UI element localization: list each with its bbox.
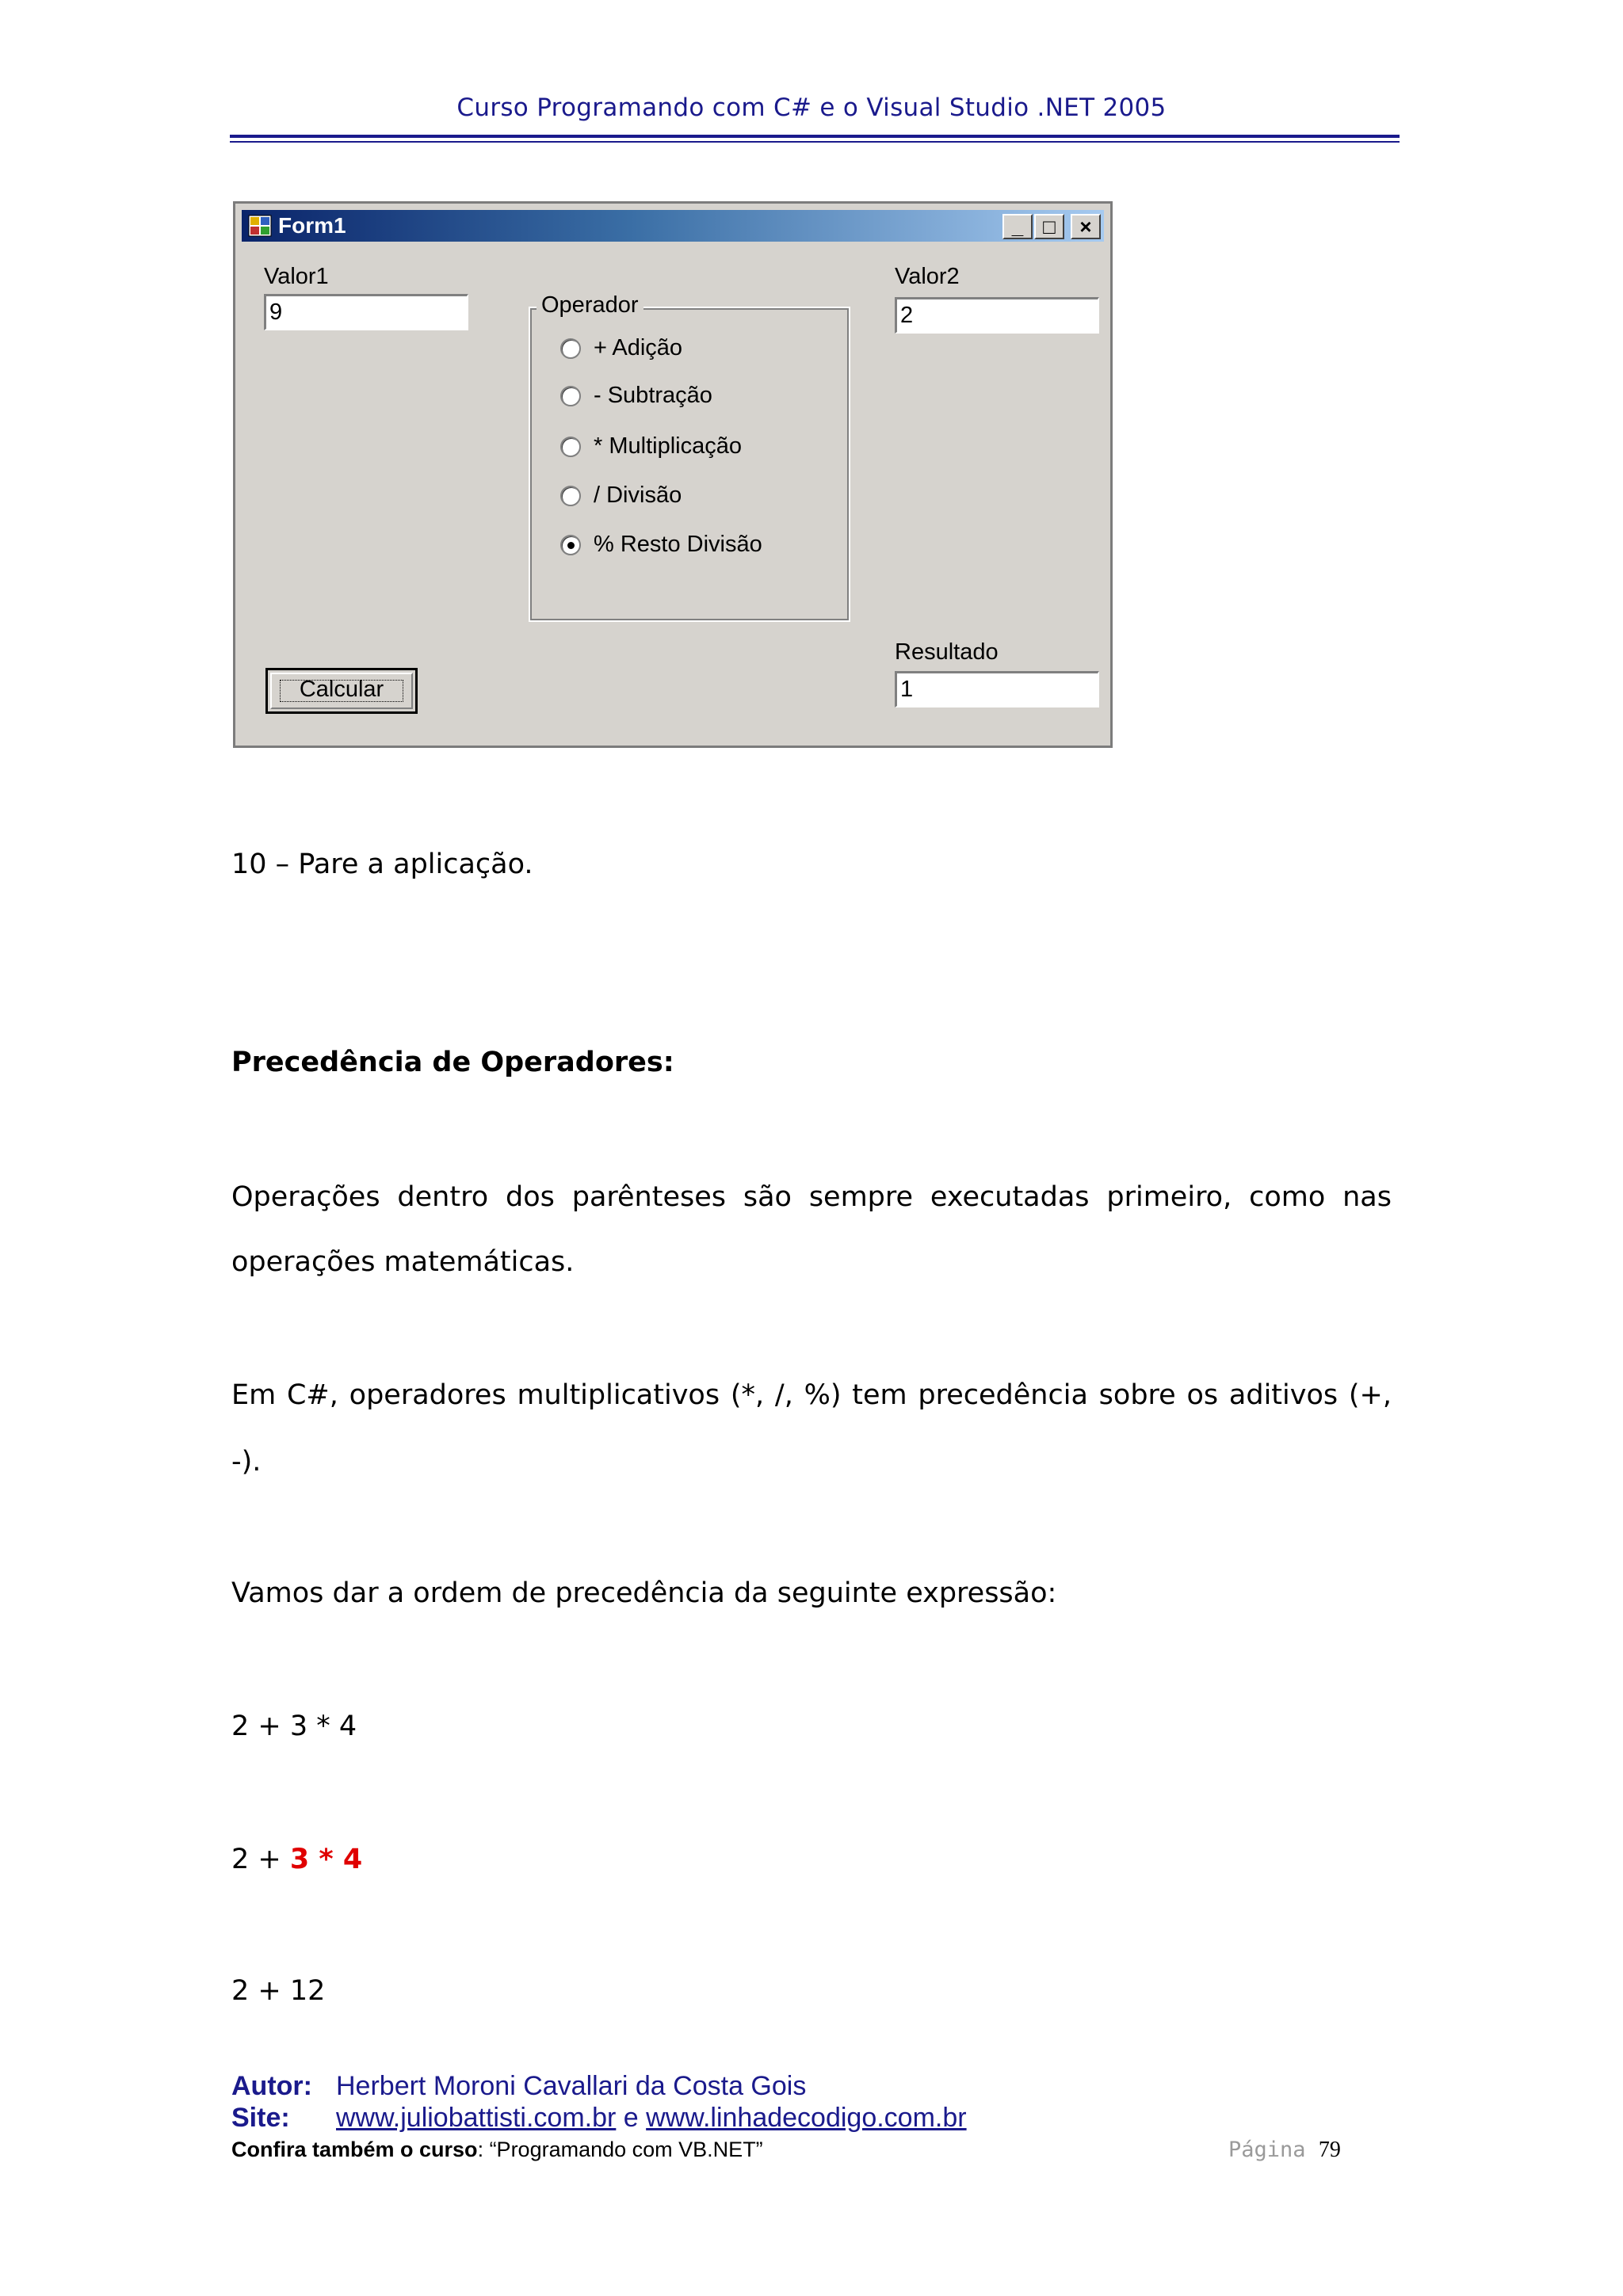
site-link-linhadecodigo[interactable]: www.linhadecodigo.com.br bbox=[646, 2103, 967, 2133]
site-separator: e bbox=[616, 2103, 647, 2133]
expression-3: 2 + 12 bbox=[231, 1975, 326, 2007]
footer-autor-label: Autor: bbox=[231, 2071, 312, 2101]
footer-site-label: Site: bbox=[231, 2103, 290, 2133]
valor2-label: Valor2 bbox=[895, 264, 960, 289]
radio-circle[interactable] bbox=[560, 386, 581, 406]
radio-circle[interactable] bbox=[560, 486, 581, 506]
expression-2-highlight: 3 * 4 bbox=[289, 1844, 363, 1875]
resultado-input[interactable]: 1 bbox=[895, 671, 1099, 707]
pagina-number: 79 bbox=[1318, 2138, 1341, 2162]
radio-label-resto-divisao: % Resto Divisão bbox=[594, 532, 762, 557]
paragraph-2-line-2: -). bbox=[231, 1446, 262, 1478]
header-rule-top bbox=[230, 135, 1400, 138]
paragraph-1-line-1: Operações dentro dos parênteses são sempre executadas primeiro, como nas bbox=[231, 1181, 1392, 1213]
expression-1: 2 + 3 * 4 bbox=[231, 1711, 357, 1742]
footer-sites bbox=[336, 2103, 967, 2134]
page-number bbox=[1228, 2138, 1341, 2163]
window-titlebar[interactable] bbox=[242, 210, 1104, 242]
maximize-button[interactable]: □ bbox=[1034, 214, 1064, 239]
expression-2-prefix: 2 + bbox=[231, 1844, 290, 1875]
valor2-input[interactable]: 2 bbox=[895, 297, 1099, 334]
operador-group-label: Operador bbox=[537, 292, 643, 318]
paragraph-3: Vamos dar a ordem de precedência da seguinte expressão: bbox=[231, 1577, 1057, 1609]
window-title: Form1 bbox=[278, 213, 346, 238]
footer-confira bbox=[231, 2138, 763, 2162]
radio-circle[interactable] bbox=[560, 437, 581, 457]
footer-autor-name: Herbert Moroni Cavallari da Costa Gois bbox=[336, 2071, 807, 2101]
paragraph-2-line-1: Em C#, operadores multiplicativos (*, /, %) tem precedência sobre os aditivos (+, bbox=[231, 1379, 1392, 1411]
section-heading: Precedência de Operadores: bbox=[231, 1047, 674, 1078]
expression-2 bbox=[231, 1843, 362, 1876]
step-10-text: 10 – Pare a aplicação. bbox=[231, 849, 533, 880]
confira-label: Confira também o curso bbox=[231, 2138, 478, 2161]
header-rule-bottom bbox=[230, 141, 1400, 143]
radio-circle-checked[interactable] bbox=[560, 535, 581, 555]
resultado-label: Resultado bbox=[895, 639, 999, 665]
site-link-juliobattisti[interactable]: www.juliobattisti.com.br bbox=[336, 2103, 617, 2133]
calcular-button[interactable] bbox=[265, 668, 418, 714]
paragraph-1-line-2: operações matemáticas. bbox=[231, 1246, 575, 1278]
radio-selected-dot bbox=[567, 542, 575, 549]
valor1-label: Valor1 bbox=[264, 264, 329, 289]
header-title: Curso Programando com C# e o Visual Studio .NET 2005 bbox=[456, 93, 1167, 122]
confira-text: : “Programando com VB.NET” bbox=[477, 2138, 763, 2161]
pagina-label: Página bbox=[1228, 2138, 1306, 2162]
radio-circle[interactable] bbox=[560, 338, 581, 359]
radio-label-subtracao: - Subtração bbox=[594, 383, 712, 408]
radio-label-adicao: + Adição bbox=[594, 335, 683, 360]
close-button[interactable]: × bbox=[1071, 214, 1101, 239]
app-icon bbox=[248, 215, 272, 237]
form1-window bbox=[233, 201, 1113, 748]
minimize-button[interactable]: _ bbox=[1002, 214, 1033, 239]
calcular-label: Calcular bbox=[299, 677, 384, 702]
valor1-input[interactable]: 9 bbox=[264, 294, 468, 330]
radio-label-divisao: / Divisão bbox=[594, 482, 682, 508]
radio-label-multiplicacao: * Multiplicação bbox=[594, 433, 742, 459]
